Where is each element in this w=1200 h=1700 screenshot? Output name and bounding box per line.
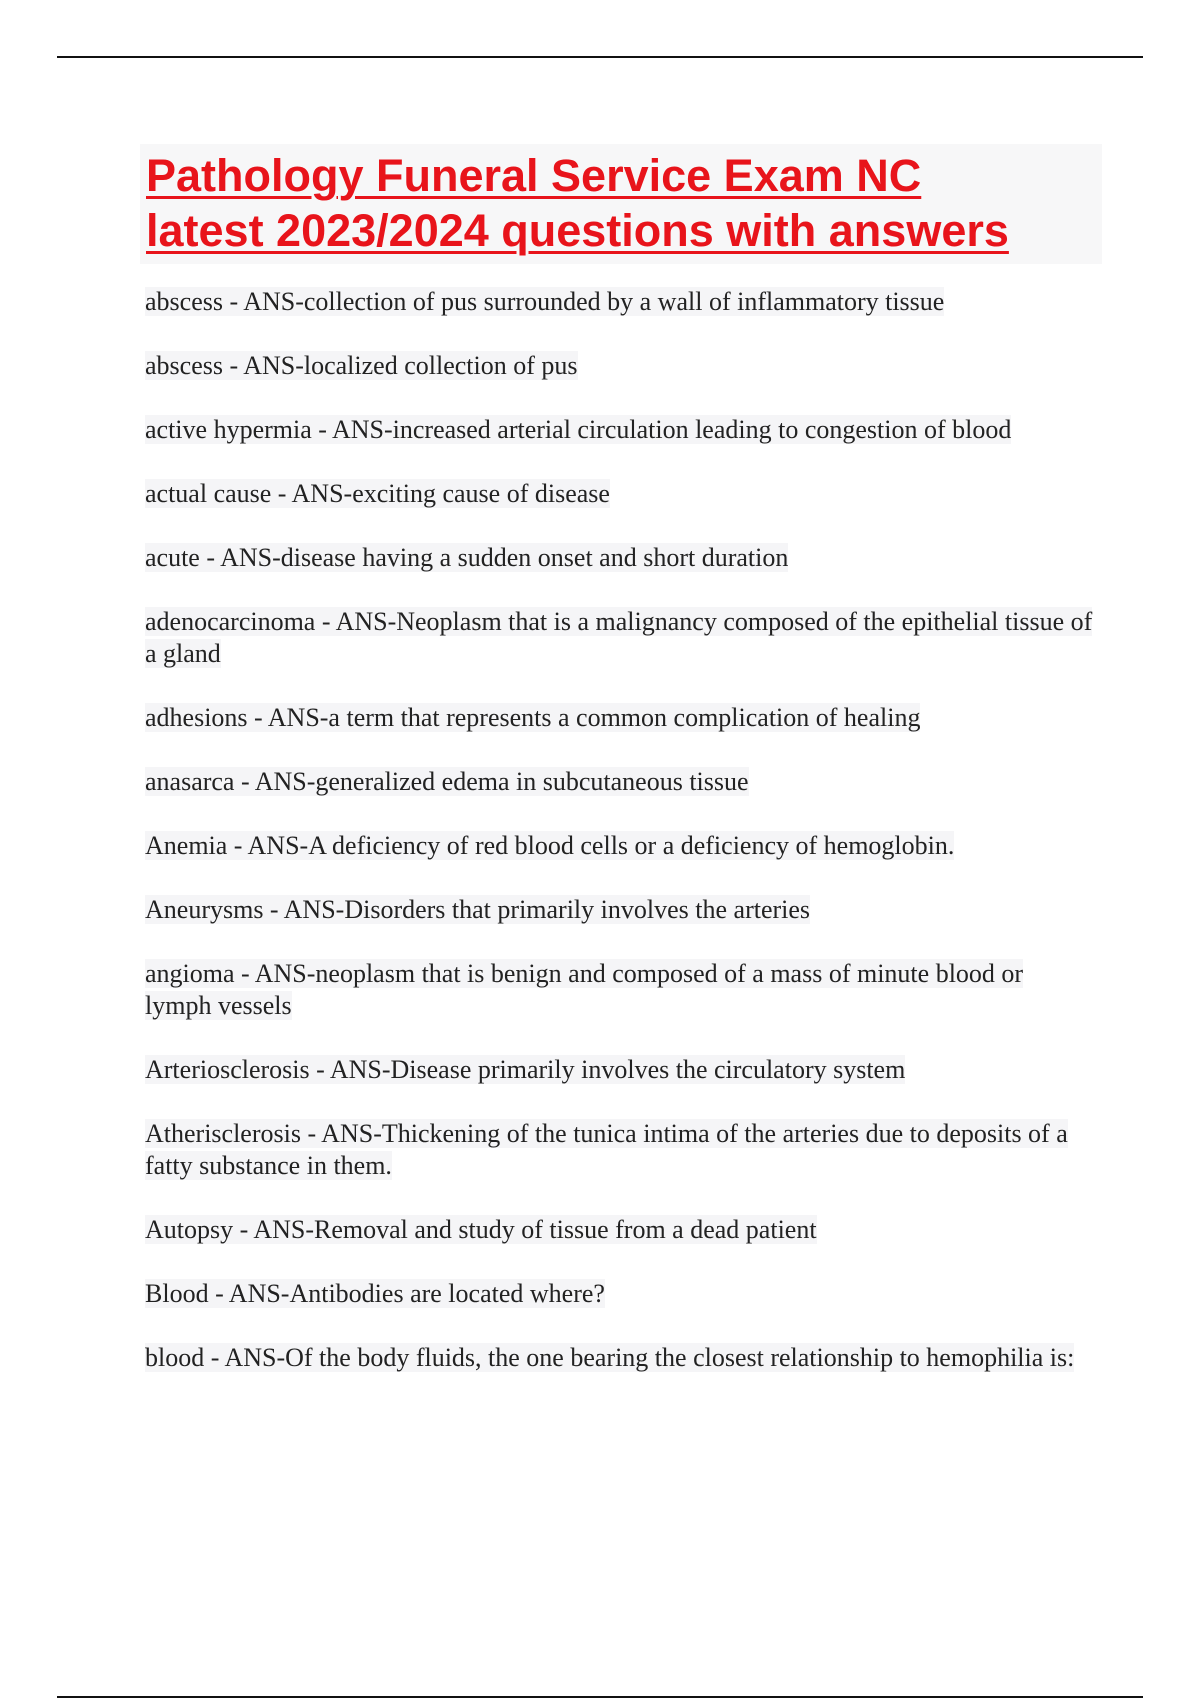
qa-entry (145, 478, 1095, 510)
qa-entry-text: adhesions - ANS-a term that represents a common complication of healing (145, 703, 921, 732)
page-title (140, 144, 1102, 264)
qa-entry-text: Anemia - ANS-A deficiency of red blood cells or a deficiency of hemoglobin. (145, 831, 955, 860)
qa-entry (145, 1278, 1095, 1310)
qa-entry (145, 286, 1095, 318)
qa-entry (145, 606, 1095, 670)
qa-entry-text: Autopsy - ANS-Removal and study of tissue from a dead patient (145, 1215, 817, 1244)
qa-entry (145, 830, 1095, 862)
qa-entry-text: anasarca - ANS-generalized edema in subcutaneous tissue (145, 767, 749, 796)
qa-entry (145, 542, 1095, 574)
bottom-rule (57, 1696, 1143, 1698)
qa-entry-text: angioma - ANS-neoplasm that is benign and composed of a mass of minute blood or lymph vessels (145, 959, 1024, 1020)
title-line-2: latest 2023/2024 questions with answers (146, 205, 1009, 256)
qa-entry-text: acute - ANS-disease having a sudden onset and short duration (145, 543, 789, 572)
qa-entry-text: Arteriosclerosis - ANS-Disease primarily involves the circulatory system (145, 1055, 906, 1084)
qa-entry (145, 958, 1095, 1022)
qa-entry (145, 702, 1095, 734)
qa-entry-text: abscess - ANS-collection of pus surrounded by a wall of inflammatory tissue (145, 287, 945, 316)
qa-entry (145, 1118, 1095, 1182)
qa-entry-text: abscess - ANS-localized collection of pus (145, 351, 578, 380)
top-rule (57, 56, 1143, 58)
qa-entry (145, 1054, 1095, 1086)
qa-entry-text: Aneurysms - ANS-Disorders that primarily involves the arteries (145, 895, 811, 924)
qa-entry-text: adenocarcinoma - ANS-Neoplasm that is a malignancy composed of the epithelial tissue of a gland (145, 607, 1093, 668)
qa-entry-text: Atherisclerosis - ANS-Thickening of the tunica intima of the arteries due to deposits of a fatty substance in them. (145, 1119, 1068, 1180)
qa-entry (145, 1214, 1095, 1246)
qa-entry (145, 1342, 1095, 1374)
qa-entry (145, 766, 1095, 798)
title-line-1: Pathology Funeral Service Exam NC (146, 150, 922, 201)
qa-entry-text: actual cause - ANS-exciting cause of disease (145, 479, 610, 508)
qa-entry (145, 414, 1095, 446)
qa-list (145, 286, 1095, 1406)
qa-entry-text: active hypermia - ANS-increased arterial circulation leading to congestion of blood (145, 415, 1012, 444)
qa-entry-text: blood - ANS-Of the body fluids, the one bearing the closest relationship to hemophilia is: (145, 1343, 1075, 1372)
qa-entry (145, 350, 1095, 382)
qa-entry (145, 894, 1095, 926)
qa-entry-text: Blood - ANS-Antibodies are located where? (145, 1279, 605, 1308)
